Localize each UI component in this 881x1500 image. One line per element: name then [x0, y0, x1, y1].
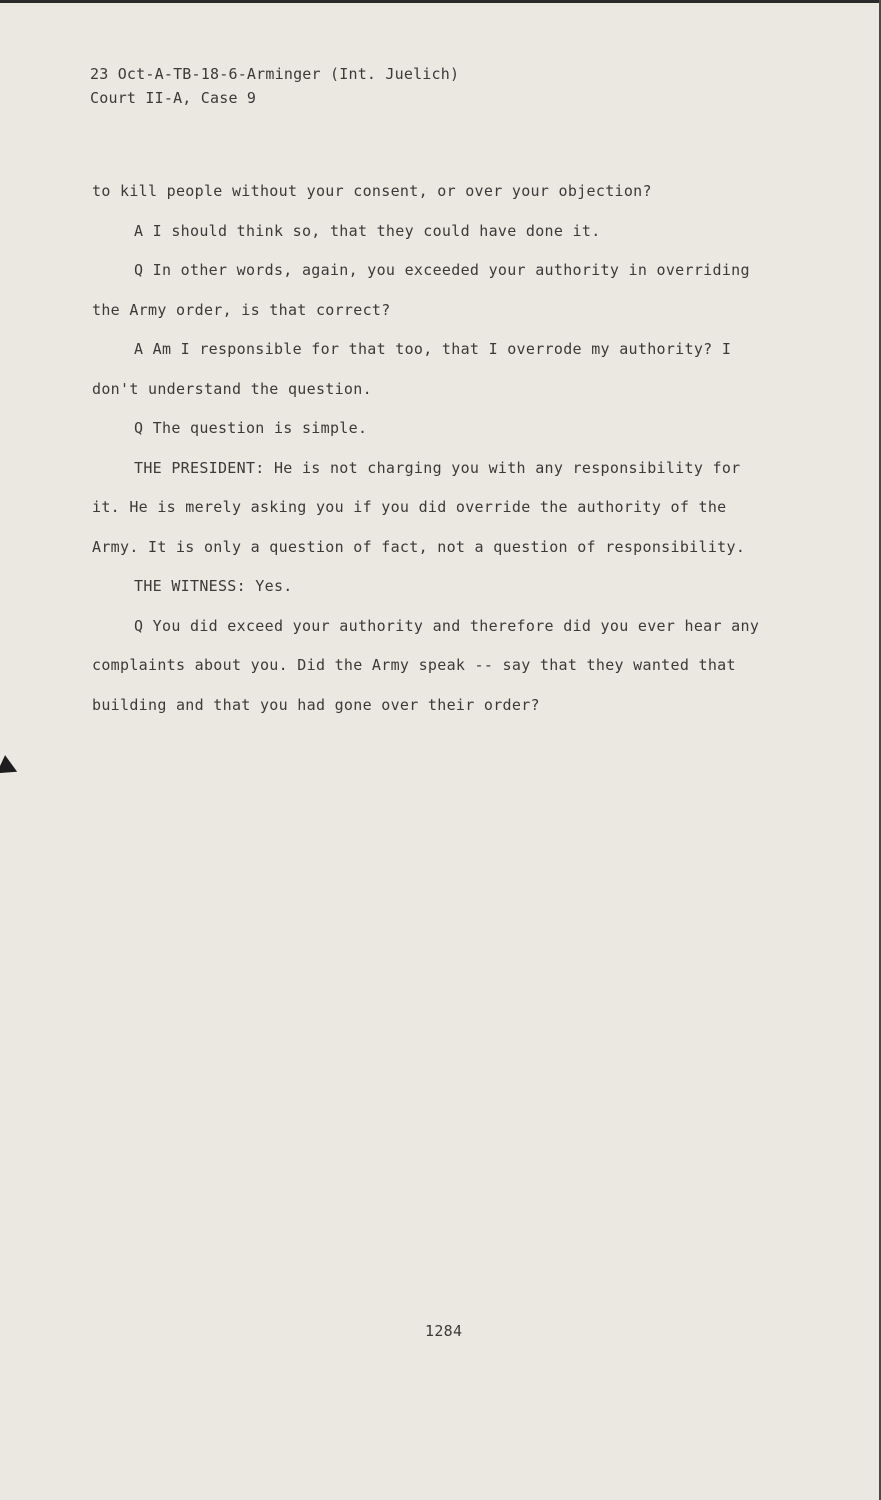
page-number: 1284 [425, 1322, 463, 1340]
transcript-line: don't understand the question. [92, 379, 372, 398]
transcript-line: building and that you had gone over their order? [92, 695, 540, 714]
page-top-edge [0, 0, 881, 3]
transcript-line: complaints about you. Did the Army speak -- say that they wanted that [92, 656, 736, 674]
header-court-line: Court II-A, Case 9 [90, 89, 257, 107]
header-reference-line: 23 Oct-A-TB-18-6-Arminger (Int. Juelich) [90, 65, 460, 83]
transcript-line: A I should think so, that they could have done it. [134, 221, 601, 240]
transcript-line: THE WITNESS: Yes. [134, 577, 293, 595]
transcript-line: Q In other words, again, you exceeded your authority in overriding [134, 261, 750, 279]
transcript-line: A Am I responsible for that too, that I overrode my authority? I [134, 340, 732, 358]
transcript-body [92, 172, 797, 725]
transcript-line: to kill people without your consent, or over your objection? [92, 182, 652, 200]
transcript-line: Q You did exceed your authority and therefore did you ever hear any [134, 616, 760, 635]
transcript-line: the Army order, is that correct? [92, 300, 391, 319]
binding-tab-mark [0, 755, 21, 781]
document-header [90, 62, 459, 110]
transcript-line: Q The question is simple. [134, 419, 368, 437]
transcript-line: THE PRESIDENT: He is not charging you with any responsibility for [134, 458, 741, 477]
transcript-line: it. He is merely asking you if you did override the authority of the [92, 498, 727, 516]
transcript-line: Army. It is only a question of fact, not a question of responsibility. [92, 537, 746, 556]
